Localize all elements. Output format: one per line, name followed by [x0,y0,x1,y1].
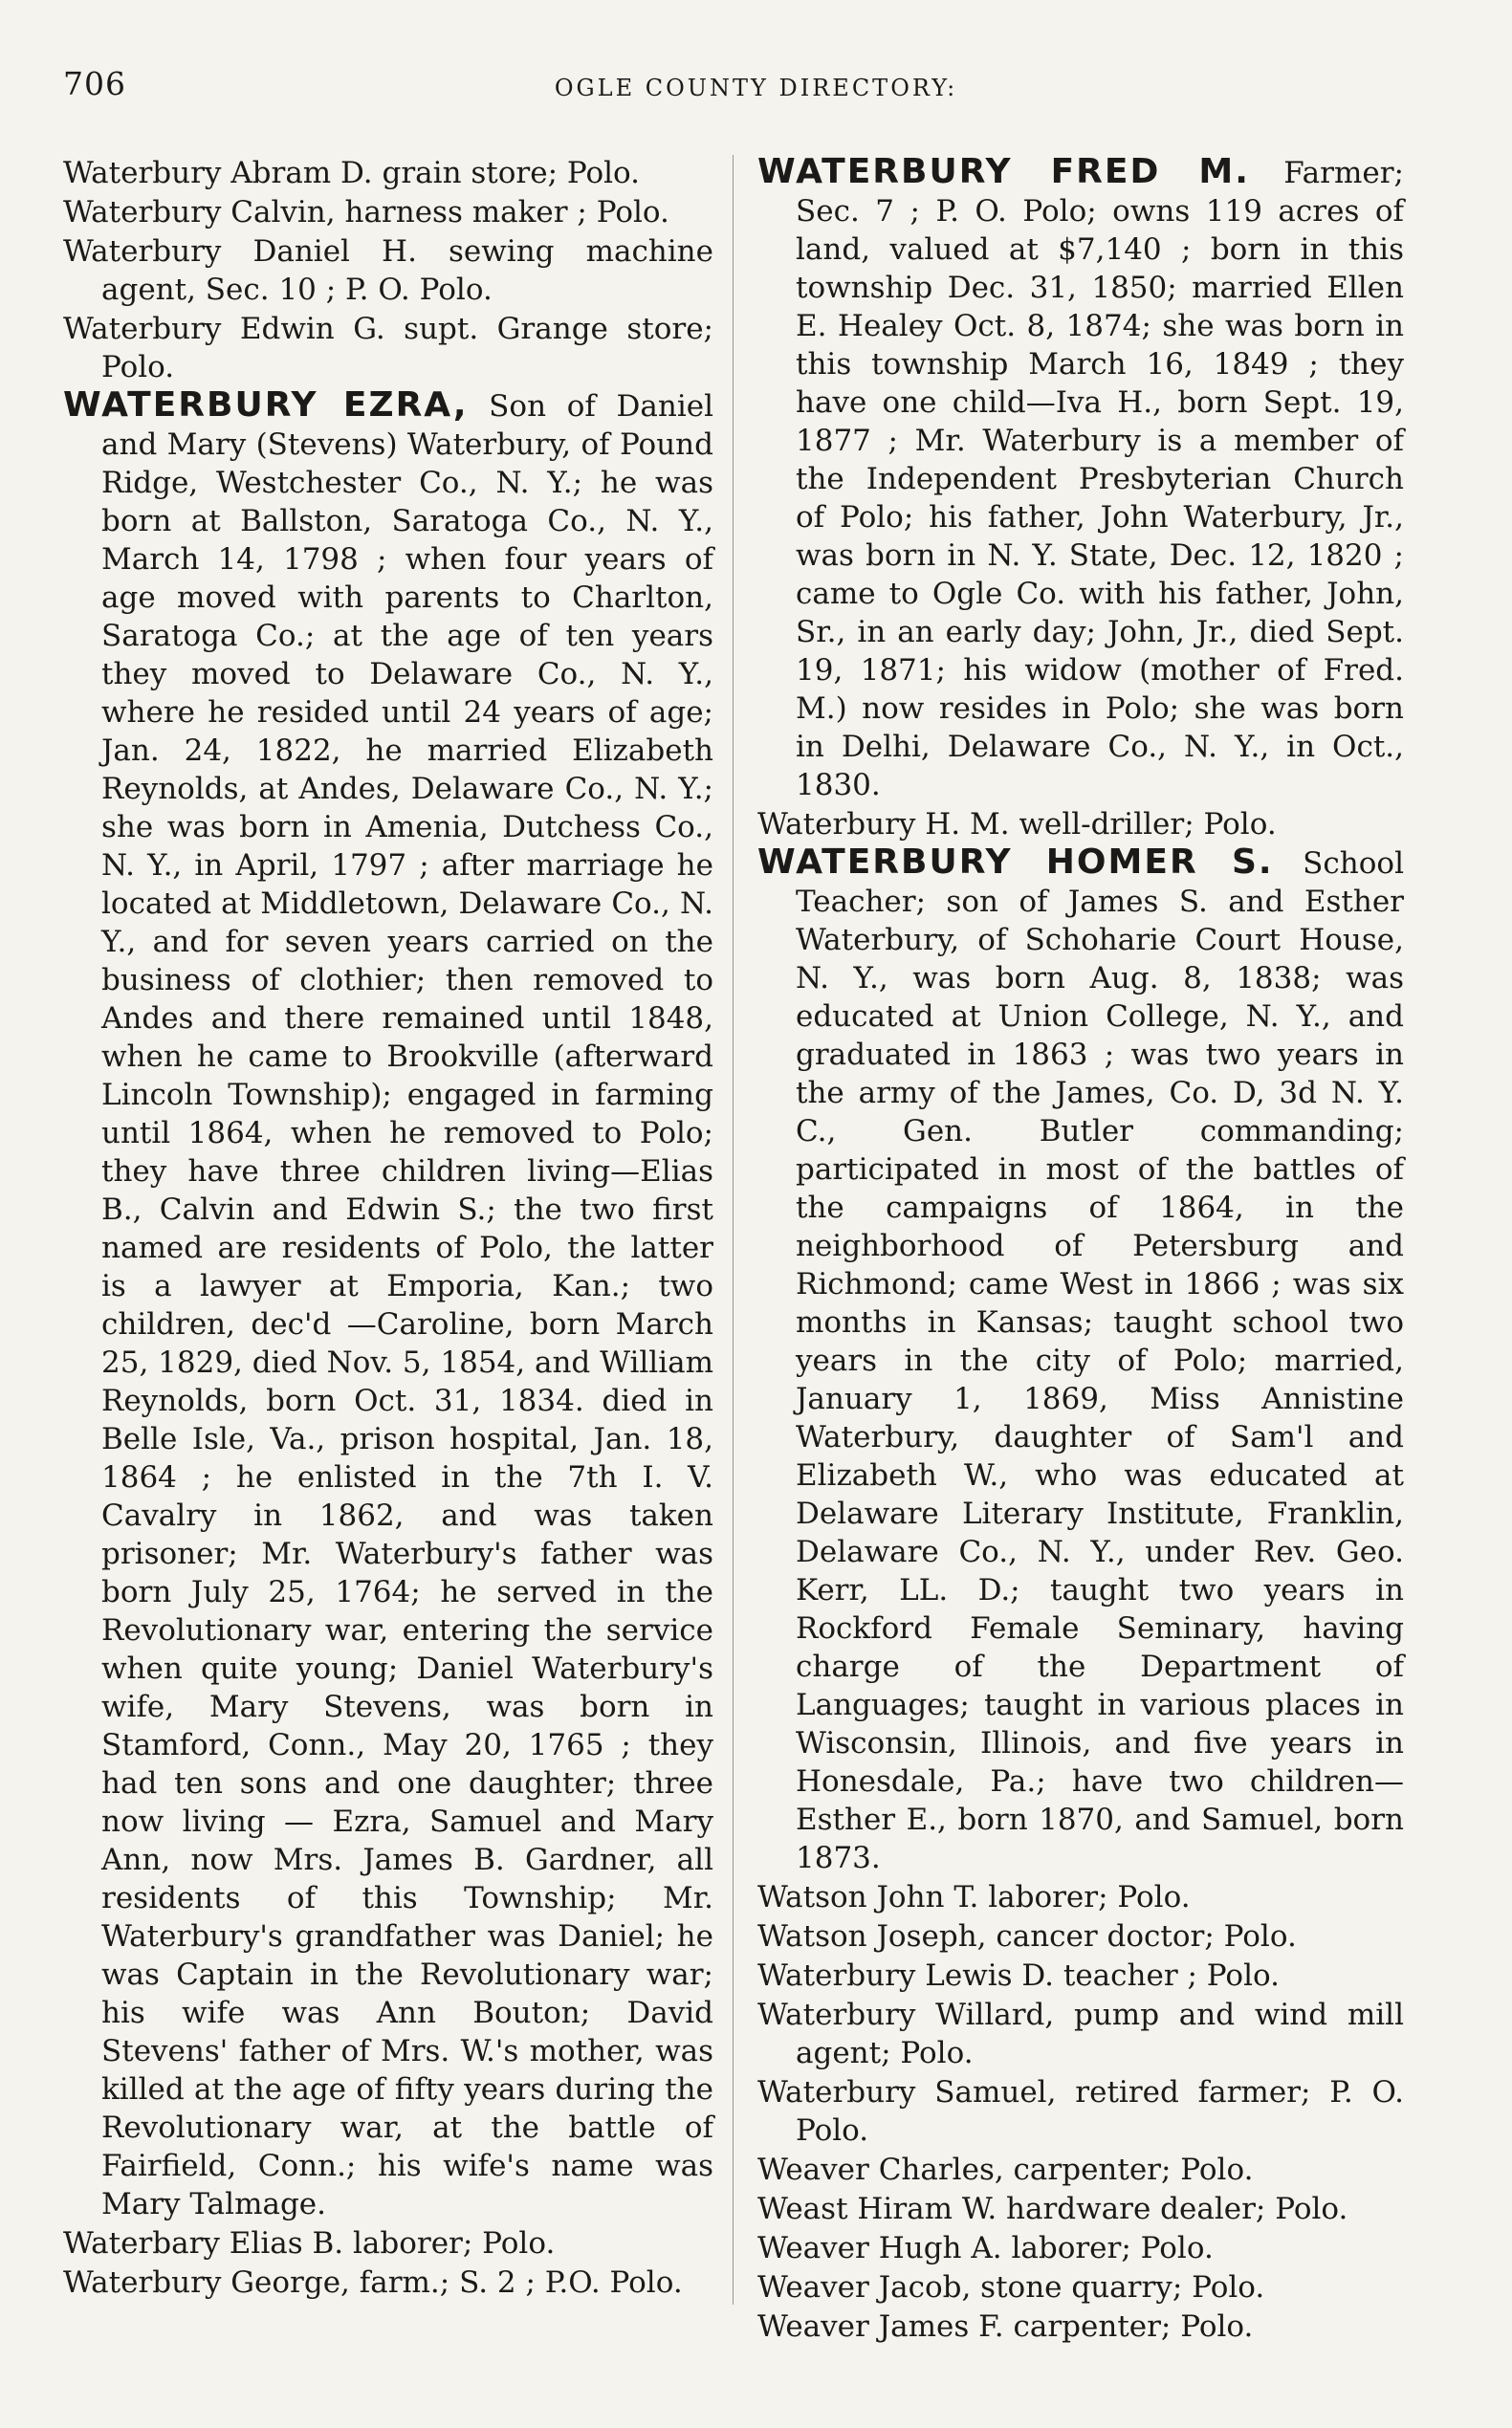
entry-text: Waterbury Lewis D. teacher ; Polo. [757,1958,1280,1993]
entry-text: Waterbury Samuel, retired farmer; P. O. Polo. [757,2075,1404,2148]
directory-entry [757,1995,1404,2072]
directory-entry [757,2072,1404,2150]
directory-entry [63,153,713,192]
entry-text: Waterbury Calvin, harness maker ; Polo. [63,195,669,230]
entry-name: WATERBURY HOMER S. [757,842,1274,882]
entry-text: Son of Daniel and Mary (Stevens) Waterbury, of Pound Ridge, Westchester Co., N. Y.; he was born at Ballston, Saratoga Co., N. Y., March 14, 1798 ; when four years of age moved with parents to Charlton, Saratoga Co.; at the age of ten years they moved to Delaware Co., N. Y., where he resided until 24 years of age; Jan. 24, 1822, he married Elizabeth Reynolds, at Andes, Delaware Co., N. Y.; she was born in Amenia, Dutchess Co., N. Y., in April, 1797 ; after marriage he located at Middletown, Delaware Co., N. Y., and for seven years carried on the business of clothier; then removed to Andes and there remained until 1848, when he came to Brookville (afterward Lincoln Township); engaged in farming until 1864, when he removed to Polo; they have three children living—Elias B., Calvin and Edwin S.; the two first named are residents of Polo, the latter is a lawyer at Emporia, Kan.; two children, dec'd —Caroline, born March 25, 1829, died Nov. 5, 1854, and William Reynolds, born Oct. 31, 1834. died in Belle Isle, Va., prison hospital, Jan. 18, 1864 ; he enlisted in the 7th I. V. Cavalry in 1862, and was taken prisoner; Mr. Waterbury's father was born July 25, 1764; he served in the Revolutionary war, entering the service when quite young; Daniel Waterbury's wife, Mary Stevens, was born in Stamford, Conn., May 20, 1765 ; they had ten sons and one daughter; three now living — Ezra, Samuel and Mary Ann, now Mrs. James B. Gardner, all residents of this Township; Mr. Waterbury's grandfather was Daniel; he was Captain in the Revolutionary war; his wife was Ann Bouton; David Stevens' father of Mrs. W.'s mother, was killed at the age of fifty years during the Revolutionary war, at the battle of Fairfield, Conn.; his wife's name was Mary Talmage. [101,389,713,2221]
directory-entry [63,192,713,231]
entry-text: Waterbury Edwin G. supt. Grange store; Polo. [63,312,713,384]
entry-text: Waterbary Elias B. laborer; Polo. [63,2226,556,2261]
column-divider [733,155,734,2305]
directory-entry [63,231,713,309]
entry-name: WATERBURY FRED M. [757,152,1250,191]
entry-text: Weaver James F. carpenter; Polo. [757,2309,1254,2344]
entry-name: WATERBURY EZRA, [63,385,469,425]
entry-text: Weaver Jacob, stone quarry; Polo. [757,2270,1265,2305]
entry-text: Waterbury H. M. well-driller; Polo. [757,807,1277,842]
directory-entry [757,1877,1404,1916]
entry-text: Watson John T. laborer; Polo. [757,1880,1191,1914]
right-column [757,153,1404,2346]
entry-text: Weaver Hugh A. laborer; Polo. [757,2231,1214,2265]
entry-text: Weast Hiram W. hardware dealer; Polo. [757,2192,1348,2226]
directory-entry [63,2223,713,2263]
entry-text: Waterbury Daniel H. sewing machine agent, Sec. 10 ; P. O. Polo. [63,234,713,307]
entry-text: Waterbury George, farm.; S. 2 ; P.O. Polo. [63,2265,683,2300]
directory-entry [63,309,713,386]
running-head: OGLE COUNTY DIRECTORY: [554,75,958,101]
directory-entry [63,2263,713,2302]
entry-text: Waterbury Abram D. grain store; Polo. [63,156,641,190]
page-number: 706 [63,65,126,102]
entry-text: Farmer; Sec. 7 ; P. O. Polo; owns 119 acres of land, valued at $7,140 ; born in this township Dec. 31, 1850; married Ellen E. Healey Oct. 8, 1874; she was born in this township March 16, 1849 ; they have one child—Iva H., born Sept. 19, 1877 ; Mr. Waterbury is a member of the Independent Presbyterian Church of Polo; his father, John Waterbury, Jr., was born in N. Y. State, Dec. 12, 1820 ; came to Ogle Co. with his father, John, Sr., in an early day; John, Jr., died Sept. 19, 1871; his widow (mother of Fred. M.) now resides in Polo; she was born in Delhi, Delaware Co., N. Y., in Oct., 1830. [796,156,1404,802]
entry-text: Weaver Charles, carpenter; Polo. [757,2153,1254,2187]
entry-text: Waterbury Willard, pump and wind mill agent; Polo. [757,1998,1404,2070]
entry-text: School Teacher; son of James S. and Esther Waterbury, of Schoharie Court House, N. Y., was born Aug. 8, 1838; was educated at Union College, N. Y., and graduated in 1863 ; was two years in the army of the James, Co. D, 3d N. Y. C., Gen. Butler commanding; participated in most of the battles of the campaigns of 1864, in the neighborhood of Petersburg and Richmond; came West in 1866 ; was six months in Kansas; taught school two years in the city of Polo; married, January 1, 1869, Miss Annistine Waterbury, daughter of Sam'l and Elizabeth W., who was educated at Delaware Literary Institute, Franklin, Delaware Co., N. Y., under Rev. Geo. Kerr, LL. D.; taught two years in Rockford Female Seminary, having charge of the Department of Languages; taught in various places in Wisconsin, Illinois, and five years in Honesdale, Pa.; have two children—Esther E., born 1870, and Samuel, born 1873. [796,846,1404,1875]
biography-entry-fred [757,153,1404,804]
directory-entry [757,2228,1404,2267]
directory-entry [757,1916,1404,1956]
biography-entry-homer [757,843,1404,1877]
directory-entry [757,1956,1404,1995]
directory-entry [757,804,1404,843]
entry-text: Watson Joseph, cancer doctor; Polo. [757,1919,1297,1954]
directory-entry [757,2150,1404,2189]
directory-entry [757,2189,1404,2228]
directory-entry [757,2267,1404,2307]
directory-entry [757,2307,1404,2346]
left-column [63,153,713,2302]
biography-entry-ezra [63,386,713,2223]
